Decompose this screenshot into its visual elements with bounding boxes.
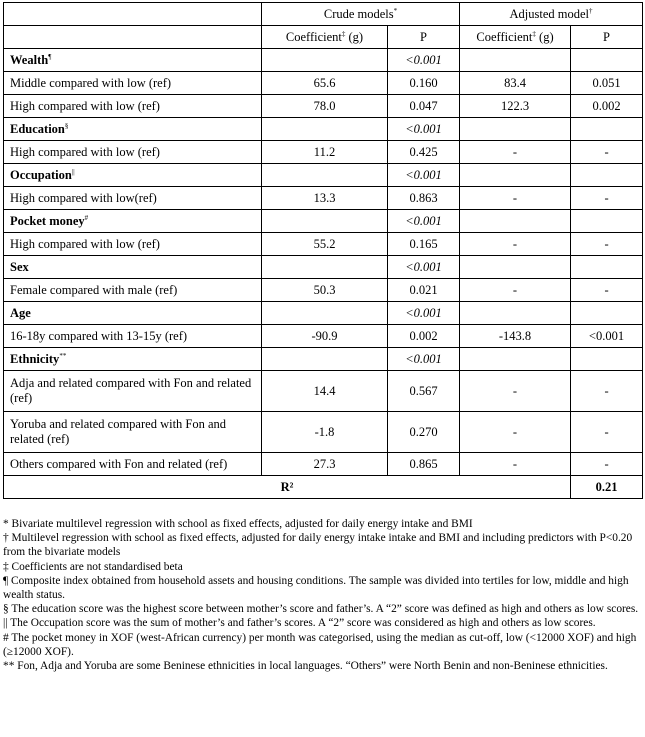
section-p-value: <0.001 <box>388 118 460 141</box>
adjusted-p-header: P <box>571 26 643 49</box>
adjusted-p-value: - <box>571 233 643 256</box>
crude-p-value: 0.002 <box>388 325 460 348</box>
footnote: # The pocket money in XOF (west-African currency) per month was categorised, using the median as cut-off, low (<12000 XOF) and high (≥12000 XOF). <box>3 631 637 658</box>
r-squared-label: R² <box>4 476 571 499</box>
section-p-value: <0.001 <box>388 164 460 187</box>
section-row <box>4 302 643 325</box>
adjusted-coefficient: 83.4 <box>460 72 571 95</box>
section-label: Age <box>4 302 262 325</box>
crude-coefficient: -1.8 <box>262 412 388 453</box>
empty-cell <box>262 302 388 325</box>
header-row-2 <box>4 26 643 49</box>
row-label: High compared with low(ref) <box>4 187 262 210</box>
crude-p-value: 0.863 <box>388 187 460 210</box>
section-row <box>4 164 643 187</box>
crude-p-value: 0.165 <box>388 233 460 256</box>
empty-cell <box>460 164 571 187</box>
empty-cell <box>460 302 571 325</box>
empty-cell <box>571 118 643 141</box>
crude-models-header: Crude models* <box>262 3 460 26</box>
row-label: High compared with low (ref) <box>4 141 262 164</box>
crude-p-value: 0.047 <box>388 95 460 118</box>
adjusted-p-value: - <box>571 279 643 302</box>
crude-coefficient: 55.2 <box>262 233 388 256</box>
section-p-value: <0.001 <box>388 210 460 233</box>
empty-cell <box>571 348 643 371</box>
empty-cell <box>262 256 388 279</box>
adjusted-coefficient: - <box>460 187 571 210</box>
row-label: Adja and related compared with Fon and related (ref) <box>4 371 262 412</box>
section-row <box>4 348 643 371</box>
footnote: § The education score was the highest score between mother’s score and father’s. A “2” score was defined as high and others as low scores. <box>3 603 639 616</box>
crude-coefficient-header: Coefficient‡ (g) <box>262 26 388 49</box>
empty-cell <box>460 210 571 233</box>
empty-cell <box>571 210 643 233</box>
table-row <box>4 141 643 164</box>
empty-cell <box>262 348 388 371</box>
footnote: * Bivariate multilevel regression with school as fixed effects, adjusted for daily energy intake and BMI <box>3 518 473 530</box>
table-row <box>4 412 643 453</box>
table-row <box>4 95 643 118</box>
adjusted-p-value: - <box>571 371 643 412</box>
adjusted-p-value: - <box>571 187 643 210</box>
section-label: Education§ <box>4 118 262 141</box>
crude-coefficient: 27.3 <box>262 453 388 476</box>
empty-cell <box>460 256 571 279</box>
section-p-value: <0.001 <box>388 256 460 279</box>
section-row <box>4 118 643 141</box>
crude-coefficient: 50.3 <box>262 279 388 302</box>
header-empty-cell <box>4 26 262 49</box>
adjusted-coefficient-header: Coefficient‡ (g) <box>460 26 571 49</box>
section-label: Pocket money# <box>4 210 262 233</box>
adjusted-coefficient: -143.8 <box>460 325 571 348</box>
crude-coefficient: 65.6 <box>262 72 388 95</box>
crude-p-value: 0.270 <box>388 412 460 453</box>
empty-cell <box>571 256 643 279</box>
footnote: ** Fon, Adja and Yoruba are some Beninese ethnicities in local languages. “Others” were North Benin and non-Beninese ethnicities. <box>3 660 608 673</box>
adjusted-coefficient: - <box>460 453 571 476</box>
crude-coefficient: 11.2 <box>262 141 388 164</box>
empty-cell <box>571 302 643 325</box>
section-p-value: <0.001 <box>388 49 460 72</box>
section-label: Wealth¶ <box>4 49 262 72</box>
crude-p-value: 0.160 <box>388 72 460 95</box>
row-label: 16-18y compared with 13-15y (ref) <box>4 325 262 348</box>
crude-p-header: P <box>388 26 460 49</box>
crude-coefficient: 78.0 <box>262 95 388 118</box>
adjusted-coefficient: - <box>460 412 571 453</box>
section-label: Occupation|| <box>4 164 262 187</box>
header-empty-cell <box>4 3 262 26</box>
adjusted-coefficient: - <box>460 141 571 164</box>
adjusted-p-value: 0.051 <box>571 72 643 95</box>
section-p-value: <0.001 <box>388 348 460 371</box>
table-body <box>4 49 643 476</box>
adjusted-p-value: - <box>571 141 643 164</box>
table-row <box>4 325 643 348</box>
empty-cell <box>460 118 571 141</box>
footnote: † Multilevel regression with school as fixed effects, adjusted for daily energy intake intake and BMI and including predictors with P<0.20 from the bivariate models <box>3 532 633 559</box>
table-row <box>4 279 643 302</box>
row-label: Female compared with male (ref) <box>4 279 262 302</box>
row-label: Middle compared with low (ref) <box>4 72 262 95</box>
crude-coefficient: 13.3 <box>262 187 388 210</box>
table-row <box>4 233 643 256</box>
section-p-value: <0.001 <box>388 302 460 325</box>
adjusted-coefficient: - <box>460 233 571 256</box>
crude-coefficient: 14.4 <box>262 371 388 412</box>
header-row-1 <box>4 3 643 26</box>
crude-coefficient: -90.9 <box>262 325 388 348</box>
table-row <box>4 72 643 95</box>
section-row <box>4 210 643 233</box>
empty-cell <box>460 49 571 72</box>
empty-cell <box>262 118 388 141</box>
table-row <box>4 187 643 210</box>
adjusted-coefficient: - <box>460 279 571 302</box>
table-row <box>4 371 643 412</box>
footnote: || The Occupation score was the sum of mother’s and father’s scores. A “2” score was considered as high and others as low scores. <box>3 617 596 630</box>
row-label: High compared with low (ref) <box>4 95 262 118</box>
adjusted-p-value: 0.002 <box>571 95 643 118</box>
section-label: Sex <box>4 256 262 279</box>
empty-cell <box>571 49 643 72</box>
crude-p-value: 0.567 <box>388 371 460 412</box>
adjusted-coefficient: 122.3 <box>460 95 571 118</box>
crude-p-value: 0.865 <box>388 453 460 476</box>
adjusted-coefficient: - <box>460 371 571 412</box>
table-row <box>4 453 643 476</box>
section-row <box>4 256 643 279</box>
regression-table <box>3 2 643 499</box>
adjusted-p-value: <0.001 <box>571 325 643 348</box>
row-label: Others compared with Fon and related (ref) <box>4 453 262 476</box>
section-label: Ethnicity** <box>4 348 262 371</box>
footnote: ‡ Coefficients are not standardised beta <box>3 560 183 573</box>
r-squared-row <box>4 476 643 499</box>
adjusted-model-header: Adjusted model† <box>460 3 643 26</box>
empty-cell <box>262 210 388 233</box>
empty-cell <box>262 164 388 187</box>
row-label: Yoruba and related compared with Fon and related (ref) <box>4 412 262 453</box>
crude-p-value: 0.021 <box>388 279 460 302</box>
empty-cell <box>571 164 643 187</box>
footnote: ¶ Composite index obtained from household assets and housing conditions. The sample was divided into tertiles for low, middle and high wealth status. <box>3 574 629 602</box>
adjusted-p-value: - <box>571 412 643 453</box>
row-label: High compared with low (ref) <box>4 233 262 256</box>
section-row <box>4 49 643 72</box>
empty-cell <box>460 348 571 371</box>
table-footnotes <box>3 517 641 673</box>
crude-p-value: 0.425 <box>388 141 460 164</box>
empty-cell <box>262 49 388 72</box>
r-squared-value: 0.21 <box>571 476 643 499</box>
adjusted-p-value: - <box>571 453 643 476</box>
